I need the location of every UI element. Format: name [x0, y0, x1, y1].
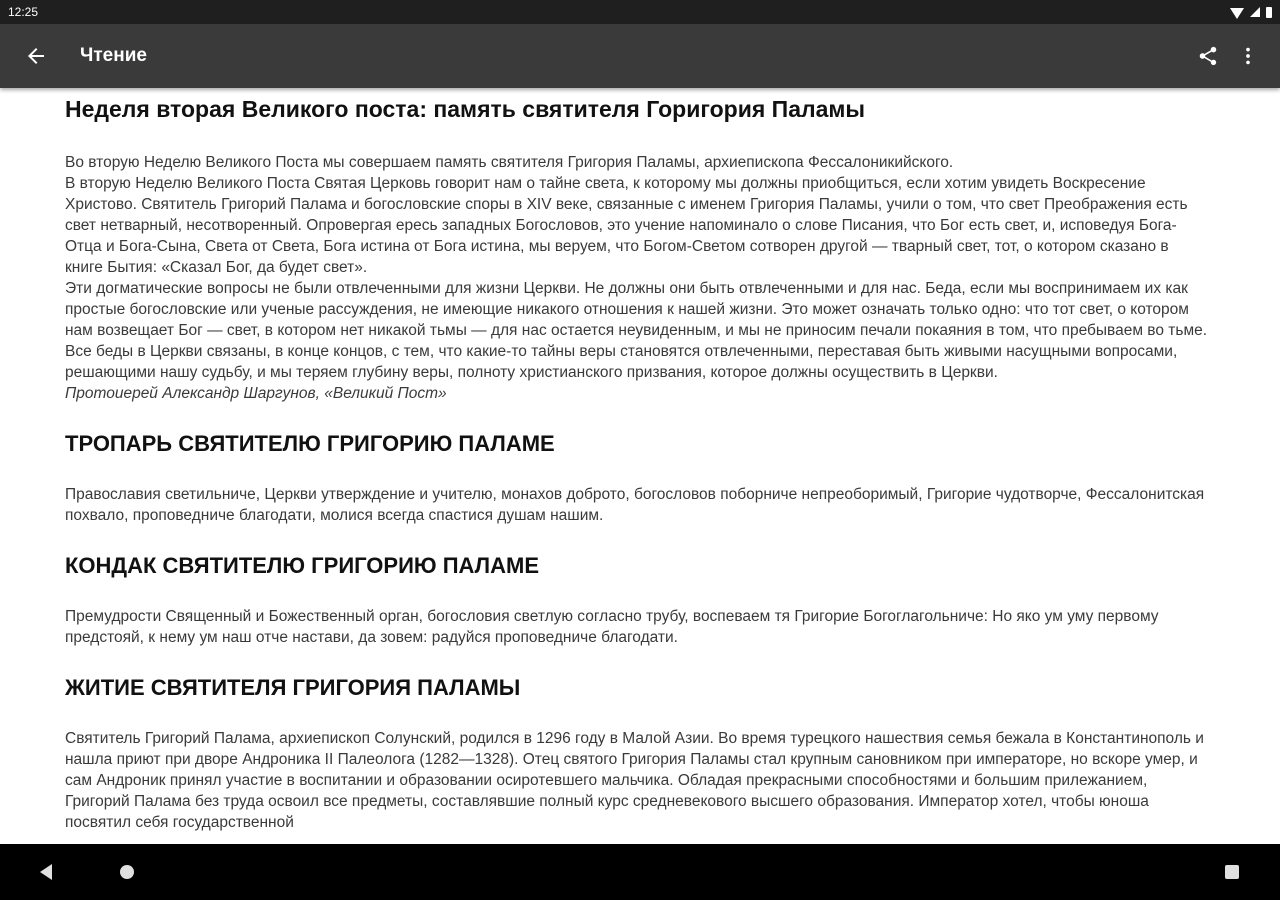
- section-text-life: Святитель Григорий Палама, архиепископ Солунский, родился в 1296 году в Малой Азии. Во время турецкого нашествия семья бежала в Константинополь и нашла приют при дворе Андроника II Палеолога (1282—1328). Отец святого Григория Паламы стал крупным сановником при императоре, но вскоре умер, и сам Андроник принял участие в воспитании и образовании осиротевшего мальчика. Обладая прекрасными способностями и большим прилежанием, Григорий Палама без труда освоил все предметы, составлявшие полный курс средневекового высшего образования. Император хотел, чтобы юноша посвятил себя государственной: [65, 730, 1204, 831]
- reading-content[interactable]: [0, 88, 1280, 844]
- section-text-troparion: Православия светильниче, Церкви утверждение и учителю, монахов доброто, богословов поборниче непреоборимый, Григорие чудотворче, Фессалонитская похвало, проповедниче благодати, молися всегда спастися душам нашим.: [65, 486, 1205, 524]
- share-button[interactable]: [1188, 32, 1228, 80]
- system-nav-bar: [0, 844, 1280, 900]
- nav-recents-icon[interactable]: [1225, 865, 1239, 879]
- intro-paragraph: Эти догматические вопросы не были отвлеченными для жизни Церкви. Не должны они быть отвлеченными и для нас. Беда, если мы воспринимаем их как простые богословские или ученые рассуждения, не имеющие никакого отношения к нашей жизни. Это может означать только одно: что тот свет, о котором нам возвещает Бог — свет, в котором нет никакой тьмы — для нас остается неувиденным, и мы не приносим печали покаяния в том, что пребываем во тьме. Все беды в Церкви связаны, в конце концов, с тем, что какие-то тайны веры становятся отвлеченными, переставая быть живыми насущными вопросами, решающими нашу судьбу, и мы теряем глубину веры, полноту христианского призвания, которое должны осуществить в Церкви.: [65, 280, 1208, 381]
- nav-back-icon[interactable]: [40, 864, 52, 880]
- intro-paragraph: В вторую Неделю Великого Поста Святая Церковь говорит нам о тайне света, к которому мы должны приобщиться, если хотим увидеть Воскресение Христово. Святитель Григорий Палама и богословские споры в XIV веке, связанные с именем Григория Паламы, учили о том, что свет Преображения есть свет нетварный, несотворенный. Опровергая ересь западных Богословов, это учение напоминало о слове Писания, что Бог есть свет, и, исповедуя Бога-Отца и Бога-Сына, Света от Света, Бога истина от Бога истина, мы веруем, что Богом-Светом сотворен другой — тварный свет, тот, о котором сказано в книге Бытия: «Сказал Бог, да будет свет».: [65, 175, 1188, 276]
- more-vertical-icon: [1237, 45, 1259, 67]
- wifi-icon: [1230, 8, 1244, 19]
- overflow-menu-button[interactable]: [1228, 32, 1268, 80]
- article-attribution: Протоиерей Александр Шаргунов, «Великий Пост»: [65, 385, 447, 402]
- intro-paragraph: Во вторую Неделю Великого Поста мы совершаем память святителя Григория Паламы, архиепископа Фессалоникийского.: [65, 154, 954, 171]
- battery-icon: [1266, 7, 1272, 18]
- status-icons: [1230, 6, 1272, 19]
- back-button[interactable]: [8, 28, 64, 84]
- status-bar: [0, 0, 1280, 24]
- share-icon: [1197, 45, 1219, 67]
- section-text-kontakion: Премудрости Священный и Божественный орган, богословия светлую согласно трубу, воспеваем тя Григорие Богоглагольниче: Но яко ум уму первому предстояй, к нему ум наш отче настави, да зовем: радуйся проповедниче благодати.: [65, 608, 1159, 646]
- app-title: Чтение: [80, 45, 147, 66]
- status-time: 12:25: [8, 5, 39, 19]
- section-heading-kontakion: КОНДАК СВЯТИТЕЛЮ ГРИГОРИЮ ПАЛАМЕ: [65, 553, 539, 578]
- signal-icon: [1250, 7, 1260, 17]
- app-bar: [0, 24, 1280, 88]
- article-title: Неделя вторая Великого поста: память святителя Горигория Паламы: [65, 96, 866, 122]
- section-heading-troparion: ТРОПАРЬ СВЯТИТЕЛЮ ГРИГОРИЮ ПАЛАМЕ: [65, 431, 555, 456]
- arrow-left-icon: [24, 44, 48, 68]
- section-heading-life: ЖИТИЕ СВЯТИТЕЛЯ ГРИГОРИЯ ПАЛАМЫ: [65, 675, 521, 700]
- nav-home-icon[interactable]: [120, 865, 134, 879]
